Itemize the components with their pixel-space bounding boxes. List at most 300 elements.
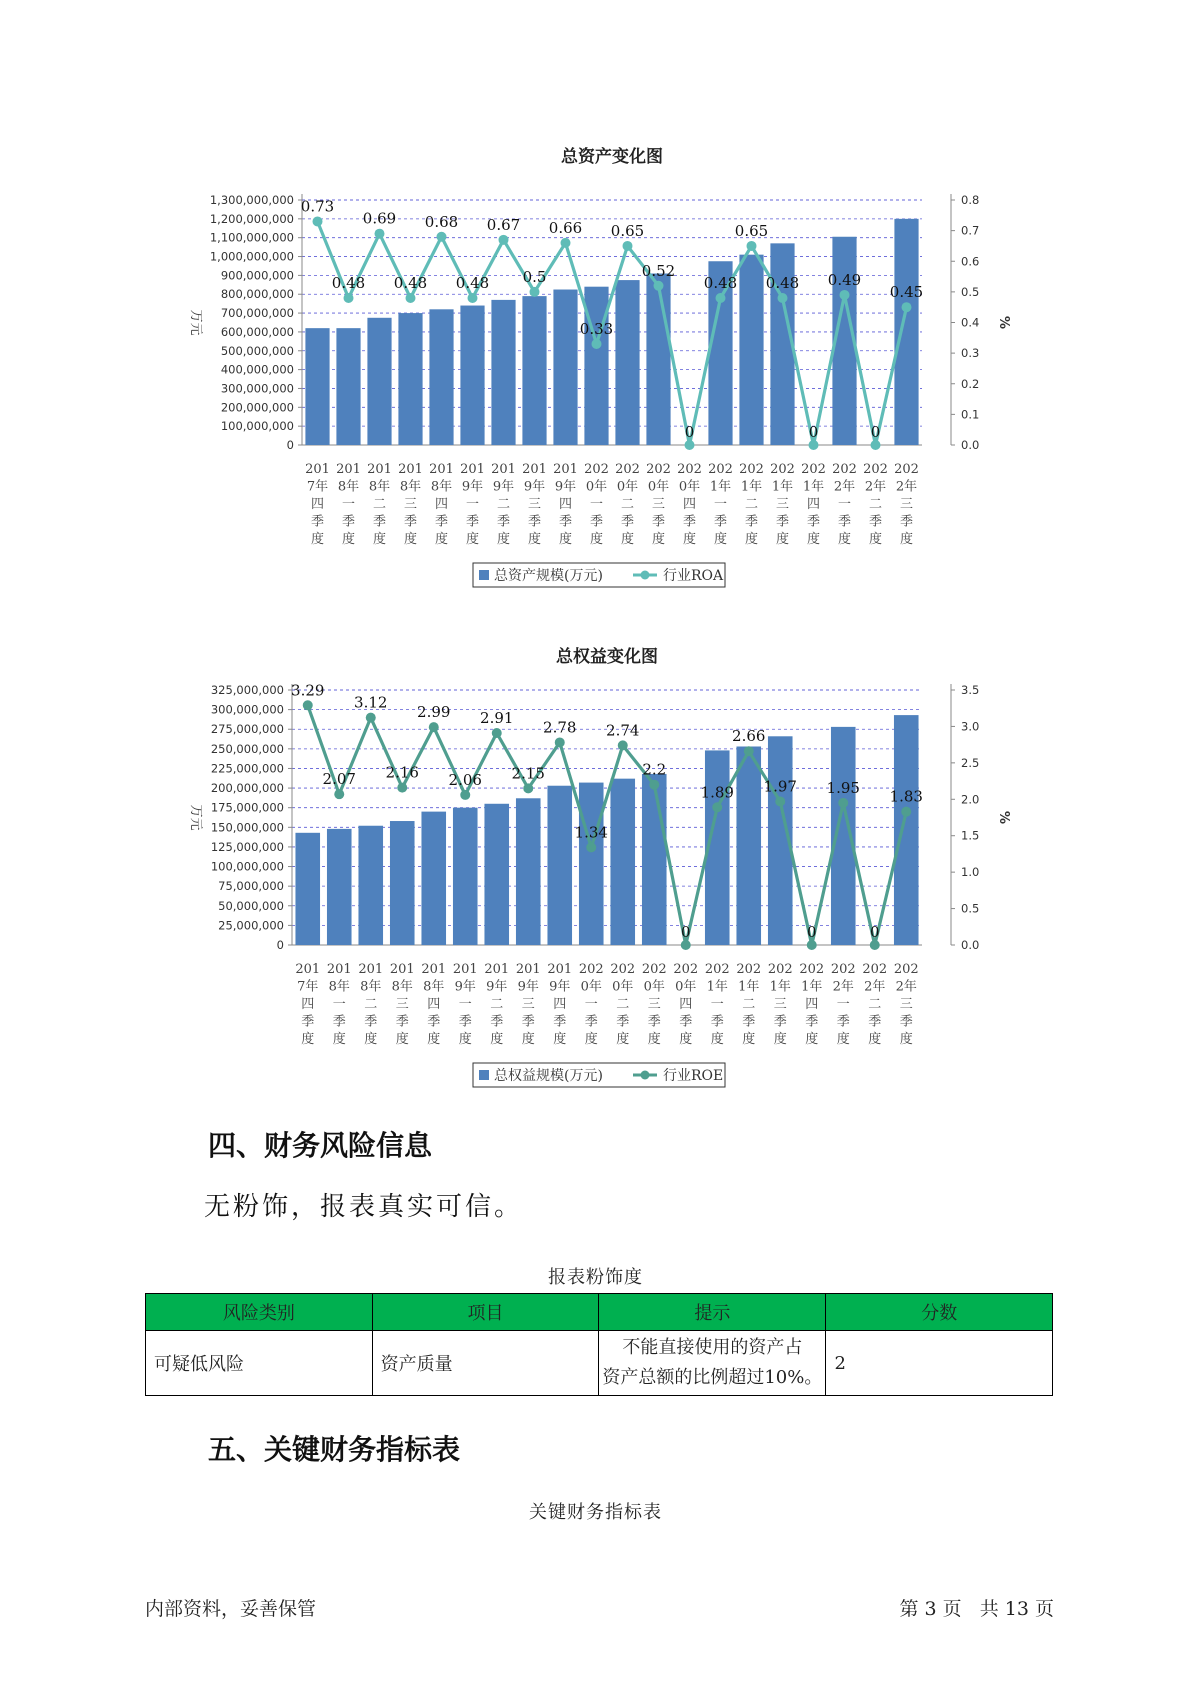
x-tick-label: 季: [527, 514, 542, 530]
x-tick-label: 季: [584, 1014, 598, 1030]
data-label: 1.89: [700, 783, 734, 802]
x-tick-label: 1年: [769, 979, 791, 995]
x-tick-label: 201: [305, 462, 330, 477]
x-tick-label: 202: [767, 962, 793, 977]
risk-table-header: 分数: [826, 1294, 1053, 1331]
x-tick-label: 8年: [368, 479, 391, 495]
legend-line-marker: [641, 571, 650, 580]
x-tick-label: 202: [615, 462, 640, 477]
y2-tick-label: 0.0: [961, 938, 980, 952]
risk-tip-line: 不能直接使用的资产占: [622, 1337, 803, 1358]
x-tick-label: 一: [837, 497, 852, 512]
x-tick-label: 202: [799, 962, 825, 977]
section4-heading: 四、财务风险信息: [208, 1129, 433, 1162]
data-label: 3.29: [291, 681, 325, 700]
x-tick-label: 三: [899, 497, 914, 512]
x-tick-label: 一: [458, 997, 472, 1012]
data-label: 0.48: [703, 274, 738, 292]
x-tick-label: 1年: [771, 479, 794, 495]
line-point: [747, 241, 757, 251]
bar: [894, 219, 918, 445]
risk-table-header: 提示: [599, 1294, 826, 1331]
y-tick-label: 1,200,000,000: [209, 211, 294, 226]
data-label: 0.66: [548, 218, 583, 237]
x-tick-label: 0年: [643, 979, 665, 995]
bar: [295, 833, 320, 945]
y-tick-label: 300,000,000: [210, 702, 284, 717]
x-tick-label: 202: [736, 962, 762, 977]
x-tick-label: 二: [364, 997, 378, 1012]
x-tick-label: 季: [647, 1014, 661, 1030]
bar: [739, 255, 763, 445]
y-tick-label: 800,000,000: [220, 287, 294, 302]
x-tick-label: 二: [868, 997, 882, 1012]
x-tick-label: 三: [775, 497, 790, 512]
x-tick-label: 四: [682, 497, 697, 512]
x-tick-label: 季: [301, 1014, 315, 1030]
x-tick-label: 四: [427, 997, 441, 1012]
total-equity-chart-svg: [0, 640, 1191, 1090]
x-tick-label: 0年: [647, 479, 670, 495]
data-label: 0: [870, 423, 881, 441]
line-point: [460, 790, 470, 800]
x-tick-label: 四: [553, 997, 567, 1012]
total-assets-chart: [0, 140, 1191, 590]
x-tick-label: 202: [704, 962, 730, 977]
x-tick-label: 一: [341, 497, 356, 512]
x-tick-label: 9年: [554, 479, 577, 495]
x-tick-label: 四: [301, 997, 315, 1012]
x-tick-label: 一: [584, 997, 598, 1012]
bar: [736, 746, 761, 945]
line-point: [334, 789, 344, 799]
x-tick-label: 季: [403, 514, 418, 530]
data-label: 0.49: [827, 270, 862, 289]
risk-category-cell: 可疑低风险: [146, 1331, 373, 1396]
data-label: 0.65: [734, 221, 769, 240]
x-tick-label: 202: [708, 462, 733, 477]
x-tick-label: 202: [578, 962, 604, 977]
y2-tick-label: 1.0: [961, 865, 980, 880]
x-tick-label: 二: [620, 497, 635, 512]
risk-item-cell: 资产质量: [372, 1331, 599, 1396]
x-tick-label: 201: [491, 462, 516, 477]
line-point: [901, 807, 911, 817]
data-label: 1.34: [574, 823, 608, 842]
x-tick-label: 201: [484, 962, 510, 977]
x-tick-label: 8年: [360, 979, 382, 995]
bar: [429, 309, 453, 445]
legend-bar-swatch: [479, 1070, 489, 1080]
line-point: [586, 842, 596, 852]
y-tick-label: 150,000,000: [210, 820, 284, 835]
line-point: [716, 293, 726, 303]
x-tick-label: 度: [775, 532, 790, 547]
line-point: [561, 238, 571, 248]
x-tick-label: 度: [651, 532, 666, 547]
data-label: 0.69: [362, 209, 397, 228]
bar: [327, 829, 352, 945]
data-label: 0.48: [765, 274, 800, 292]
risk-table-header-row: [146, 1294, 1053, 1331]
table-row: [146, 1331, 1053, 1396]
x-tick-label: 度: [301, 1032, 315, 1047]
x-tick-label: 201: [452, 962, 478, 977]
x-tick-label: 度: [458, 1032, 472, 1047]
data-label: 2.06: [448, 770, 482, 789]
y-tick-label: 1,100,000,000: [209, 230, 294, 245]
x-tick-label: 202: [862, 962, 888, 977]
x-tick-label: 201: [367, 462, 392, 477]
legend-label: 总权益规模(万元): [494, 1068, 603, 1084]
line-point: [303, 700, 313, 710]
y2-axis-label: %: [996, 315, 1011, 330]
data-label: 0.48: [393, 274, 428, 292]
x-tick-label: 0年: [678, 479, 701, 495]
footer-left: 内部资料，妥善保管: [145, 1598, 317, 1620]
x-tick-label: 0年: [616, 479, 639, 495]
x-tick-label: 一: [710, 997, 724, 1012]
bar: [491, 300, 515, 445]
line-point: [838, 798, 848, 808]
bar: [547, 786, 572, 945]
x-tick-label: 度: [837, 532, 852, 547]
x-tick-label: 三: [521, 997, 535, 1012]
data-label: 0.67: [486, 215, 521, 234]
bar: [421, 812, 446, 945]
data-label: 0.52: [641, 261, 676, 280]
x-tick-label: 季: [744, 514, 759, 530]
line-point: [468, 293, 478, 303]
y2-tick-label: 0.1: [961, 407, 980, 422]
data-label: 1.97: [763, 777, 797, 796]
x-tick-label: 度: [899, 1032, 913, 1047]
x-tick-label: 202: [646, 462, 671, 477]
bar: [516, 798, 541, 945]
x-tick-label: 度: [395, 1032, 409, 1047]
y2-tick-label: 2.0: [961, 792, 980, 807]
section5-heading: 五、关键财务指标表: [208, 1433, 461, 1466]
legend-bar-swatch: [479, 570, 489, 580]
risk-tip-line: 资产总额的比例超过10%。: [602, 1367, 823, 1388]
x-tick-label: 2年: [832, 979, 854, 995]
data-label: 2.2: [642, 760, 667, 779]
line-point: [375, 229, 385, 239]
x-tick-label: 201: [460, 462, 485, 477]
x-tick-label: 1年: [802, 479, 825, 495]
x-tick-label: 度: [521, 1032, 535, 1047]
x-tick-label: 8年: [423, 979, 445, 995]
y-tick-label: 0: [276, 938, 284, 952]
y2-tick-label: 0.5: [961, 284, 980, 299]
x-tick-label: 三: [773, 997, 787, 1012]
x-tick-label: 201: [515, 962, 541, 977]
x-tick-label: 202: [641, 962, 667, 977]
x-tick-label: 二: [868, 497, 883, 512]
x-tick-label: 度: [465, 532, 480, 547]
x-tick-label: 季: [836, 1014, 850, 1030]
x-tick-label: 度: [620, 532, 635, 547]
x-tick-label: 季: [868, 1014, 882, 1030]
y2-tick-label: 0.8: [961, 193, 980, 207]
x-tick-label: 三: [395, 997, 409, 1012]
x-tick-label: 度: [616, 1032, 630, 1047]
x-tick-label: 201: [429, 462, 454, 477]
x-tick-label: 1年: [740, 479, 763, 495]
x-tick-label: 8年: [399, 479, 422, 495]
data-label: 2.78: [543, 718, 577, 737]
x-tick-label: 季: [465, 514, 480, 530]
x-tick-label: 202: [830, 962, 856, 977]
y2-tick-label: 3.0: [961, 719, 980, 734]
x-tick-label: 季: [742, 1014, 756, 1030]
y-tick-label: 100,000,000: [210, 859, 284, 874]
x-tick-label: 度: [773, 1032, 787, 1047]
x-tick-label: 四: [434, 497, 449, 512]
x-tick-label: 0年: [612, 979, 634, 995]
data-label: 2.74: [606, 721, 640, 740]
x-tick-label: 202: [863, 462, 888, 477]
bar: [305, 328, 329, 445]
y-tick-label: 225,000,000: [210, 761, 284, 776]
chart-title: 总权益变化图: [556, 647, 658, 667]
x-tick-label: 三: [899, 997, 913, 1012]
x-tick-label: 季: [496, 514, 511, 530]
x-tick-label: 四: [558, 497, 573, 512]
x-tick-label: 9年: [517, 979, 539, 995]
line-point: [530, 287, 540, 297]
line-point: [654, 281, 664, 291]
data-label: 0.45: [889, 283, 924, 302]
x-tick-label: 201: [389, 962, 415, 977]
x-tick-label: 度: [490, 1032, 504, 1047]
legend-line-marker: [641, 1071, 650, 1080]
x-tick-label: 季: [332, 1014, 346, 1030]
y-tick-label: 600,000,000: [220, 324, 294, 339]
x-tick-label: 度: [589, 532, 604, 547]
x-tick-label: 1年: [738, 979, 760, 995]
x-tick-label: 2年: [895, 979, 917, 995]
x-tick-label: 度: [713, 532, 728, 547]
x-tick-label: 三: [527, 497, 542, 512]
bar: [484, 804, 509, 945]
risk-score-cell: 2: [826, 1331, 1053, 1396]
y2-tick-label: 1.5: [961, 828, 980, 843]
x-tick-label: 1年: [709, 479, 732, 495]
x-tick-label: 度: [744, 532, 759, 547]
data-label: 0.68: [424, 212, 459, 231]
x-tick-label: 0年: [580, 979, 602, 995]
x-tick-label: 201: [358, 962, 384, 977]
x-tick-label: 度: [364, 1032, 378, 1047]
line-point: [807, 940, 817, 950]
x-tick-label: 二: [372, 497, 387, 512]
x-tick-label: 季: [364, 1014, 378, 1030]
x-tick-label: 季: [620, 514, 635, 530]
data-label: 2.99: [417, 703, 451, 722]
x-tick-label: 三: [647, 997, 661, 1012]
x-tick-label: 0年: [585, 479, 608, 495]
bar: [579, 783, 604, 945]
x-tick-label: 2年: [864, 979, 886, 995]
x-tick-label: 度: [553, 1032, 567, 1047]
y-tick-label: 325,000,000: [210, 683, 284, 697]
data-label: 0.65: [610, 221, 645, 240]
legend-label: 行业ROA: [663, 568, 724, 584]
y-tick-label: 200,000,000: [220, 400, 294, 415]
data-label: 0: [869, 923, 880, 941]
footer-page-number: 第 3 页 共 13 页: [899, 1598, 1054, 1620]
data-label: 2.15: [511, 764, 545, 783]
bar: [522, 296, 546, 445]
x-tick-label: 季: [899, 1014, 913, 1030]
data-label: 1.95: [826, 778, 860, 797]
line-point: [840, 290, 850, 300]
bar: [642, 774, 667, 945]
x-tick-label: 1年: [801, 979, 823, 995]
x-tick-label: 二: [616, 997, 630, 1012]
x-tick-label: 7年: [306, 479, 329, 495]
x-tick-label: 2年: [864, 479, 887, 495]
x-tick-label: 季: [710, 1014, 724, 1030]
y-tick-label: 175,000,000: [210, 800, 284, 815]
x-tick-label: 四: [310, 497, 325, 512]
x-tick-label: 季: [837, 514, 852, 530]
x-tick-label: 季: [553, 1014, 567, 1030]
data-label: 0: [806, 923, 817, 941]
bar: [453, 808, 478, 945]
x-tick-label: 201: [547, 962, 573, 977]
y-tick-label: 300,000,000: [220, 381, 294, 396]
bar: [584, 287, 608, 445]
x-tick-label: 202: [673, 962, 699, 977]
data-label: 0.48: [331, 274, 366, 292]
x-tick-label: 度: [427, 1032, 441, 1047]
x-tick-label: 9年: [486, 979, 508, 995]
x-tick-label: 9年: [492, 479, 515, 495]
line-point: [437, 232, 447, 242]
x-tick-label: 度: [868, 532, 883, 547]
x-tick-label: 季: [490, 1014, 504, 1030]
x-tick-label: 0年: [675, 979, 697, 995]
y-tick-label: 1,300,000,000: [209, 193, 294, 207]
line-point: [778, 293, 788, 303]
x-tick-label: 201: [522, 462, 547, 477]
x-tick-label: 四: [805, 997, 819, 1012]
line-point: [809, 440, 819, 450]
x-tick-label: 季: [558, 514, 573, 530]
x-tick-label: 度: [836, 1032, 850, 1047]
x-tick-label: 二: [742, 997, 756, 1012]
line-point: [685, 440, 695, 450]
line-point: [397, 783, 407, 793]
x-tick-label: 202: [770, 462, 795, 477]
data-label: 0.48: [455, 274, 490, 292]
x-tick-label: 度: [527, 532, 542, 547]
x-tick-label: 季: [868, 514, 883, 530]
line-point: [681, 940, 691, 950]
y2-tick-label: 2.5: [961, 755, 980, 770]
x-tick-label: 度: [584, 1032, 598, 1047]
x-tick-label: 9年: [461, 479, 484, 495]
section4-text: 无粉饰，报表真实可信。: [204, 1192, 524, 1222]
x-tick-label: 一: [589, 497, 604, 512]
bar: [646, 274, 670, 446]
x-tick-label: 二: [744, 497, 759, 512]
x-tick-label: 度: [806, 532, 821, 547]
line-point: [406, 293, 416, 303]
y-tick-label: 75,000,000: [218, 879, 284, 894]
x-tick-label: 度: [434, 532, 449, 547]
y2-tick-label: 0.2: [961, 376, 980, 391]
x-tick-label: 四: [806, 497, 821, 512]
data-label: 0.73: [300, 197, 335, 216]
y-tick-label: 0: [286, 438, 294, 452]
x-tick-label: 201: [336, 462, 361, 477]
x-tick-label: 度: [310, 532, 325, 547]
y-tick-label: 500,000,000: [220, 343, 294, 358]
x-tick-label: 二: [490, 997, 504, 1012]
x-tick-label: 三: [651, 497, 666, 512]
line-point: [555, 737, 565, 747]
x-tick-label: 度: [372, 532, 387, 547]
x-tick-label: 四: [679, 997, 693, 1012]
data-label: 2.16: [385, 763, 419, 782]
x-tick-label: 季: [427, 1014, 441, 1030]
x-tick-label: 度: [679, 1032, 693, 1047]
x-tick-label: 季: [310, 514, 325, 530]
line-point: [902, 302, 912, 312]
y-tick-label: 400,000,000: [220, 362, 294, 377]
x-tick-label: 201: [553, 462, 578, 477]
x-tick-label: 201: [421, 962, 447, 977]
y2-axis-label: %: [996, 810, 1011, 825]
x-tick-label: 202: [610, 962, 636, 977]
line-point: [523, 783, 533, 793]
y-tick-label: 200,000,000: [210, 781, 284, 796]
data-label: 3.12: [354, 693, 388, 712]
data-label: 0: [680, 923, 691, 941]
line-point: [870, 940, 880, 950]
x-tick-label: 度: [682, 532, 697, 547]
bar: [615, 280, 639, 445]
line-point: [499, 235, 509, 245]
x-tick-label: 季: [616, 1014, 630, 1030]
x-tick-label: 季: [651, 514, 666, 530]
risk-table-header: 项目: [372, 1294, 599, 1331]
x-tick-label: 季: [434, 514, 449, 530]
legend-label: 总资产规模(万元): [494, 568, 603, 584]
x-tick-label: 7年: [297, 979, 319, 995]
x-tick-label: 季: [395, 1014, 409, 1030]
x-tick-label: 季: [773, 1014, 787, 1030]
bar: [398, 313, 422, 445]
y-tick-label: 1,000,000,000: [209, 249, 294, 264]
y-tick-label: 50,000,000: [218, 898, 284, 913]
x-tick-label: 1年: [706, 979, 728, 995]
x-tick-label: 8年: [328, 979, 350, 995]
x-tick-label: 2年: [895, 479, 918, 495]
line-point: [313, 216, 323, 226]
x-tick-label: 度: [805, 1032, 819, 1047]
x-tick-label: 季: [589, 514, 604, 530]
x-tick-label: 9年: [549, 979, 571, 995]
x-tick-label: 度: [341, 532, 356, 547]
line-point: [592, 339, 602, 349]
chart-title: 总资产变化图: [561, 147, 663, 167]
x-tick-label: 202: [832, 462, 857, 477]
x-tick-label: 一: [713, 497, 728, 512]
